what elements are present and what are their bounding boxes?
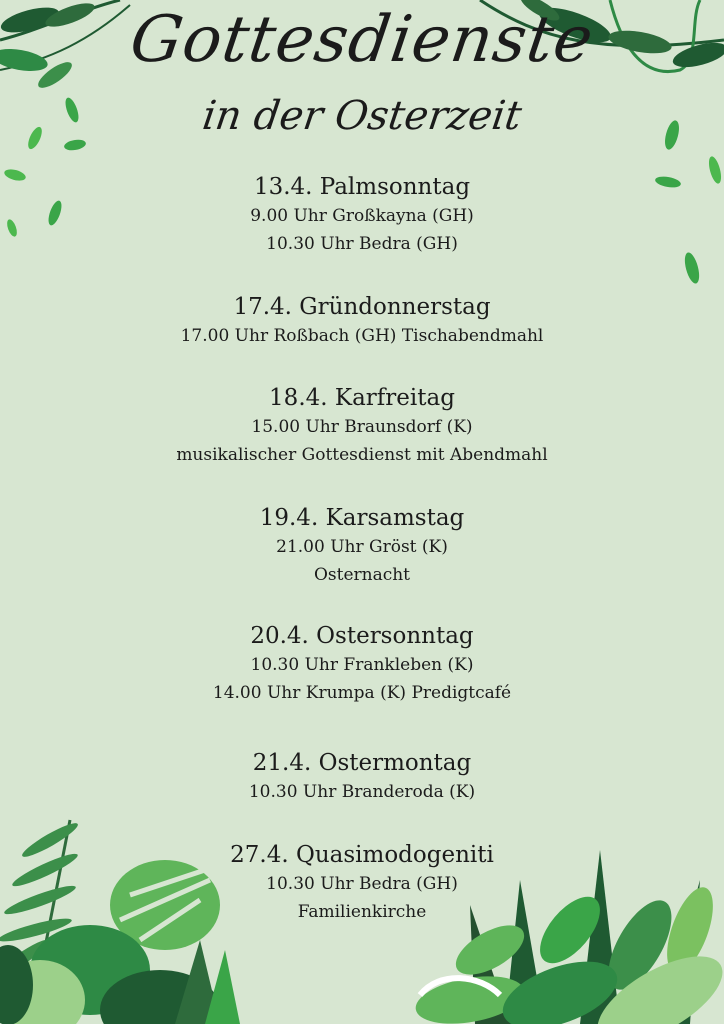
event-detail: 10.30 Uhr Frankleben (K) <box>250 655 474 675</box>
event-heading: 27.4. Quasimodogeniti <box>230 842 494 868</box>
event-ostersonntag <box>0 621 724 707</box>
event-detail: 10.30 Uhr Bedra (GH) <box>266 234 458 254</box>
event-detail: Familienkirche <box>297 902 427 922</box>
event-heading: 13.4. Palmsonntag <box>253 174 471 200</box>
event-ostermontag <box>0 748 724 806</box>
event-heading: 18.4. Karfreitag <box>269 385 455 411</box>
event-detail: 10.30 Uhr Branderoda (K) <box>248 782 476 802</box>
event-karfreitag <box>0 383 724 469</box>
event-detail: 9.00 Uhr Großkayna (GH) <box>250 206 474 226</box>
page-title: Gottesdienste <box>125 3 599 77</box>
event-heading: 19.4. Karsamstag <box>259 505 465 531</box>
event-gruendonnerstag <box>0 292 724 350</box>
event-detail: 21.00 Uhr Gröst (K) <box>276 537 448 557</box>
event-karsamstag <box>0 503 724 589</box>
event-detail: 15.00 Uhr Braunsdorf (K) <box>251 417 473 437</box>
event-detail: 17.00 Uhr Roßbach (GH) Tischabendmahl <box>180 326 544 346</box>
event-quasimodogeniti <box>0 840 724 926</box>
page-subtitle: in der Osterzeit <box>199 93 525 139</box>
event-heading: 17.4. Gründonnerstag <box>233 294 491 320</box>
event-heading: 21.4. Ostermontag <box>252 750 472 776</box>
event-palmsonntag <box>0 172 724 258</box>
event-detail: Osternacht <box>313 565 411 585</box>
event-detail: musikalischer Gottesdienst mit Abendmahl <box>176 445 548 465</box>
event-heading: 20.4. Ostersonntag <box>250 623 474 649</box>
event-detail: 14.00 Uhr Krumpa (K) Predigtcafé <box>212 683 512 703</box>
event-detail: 10.30 Uhr Bedra (GH) <box>266 874 458 894</box>
